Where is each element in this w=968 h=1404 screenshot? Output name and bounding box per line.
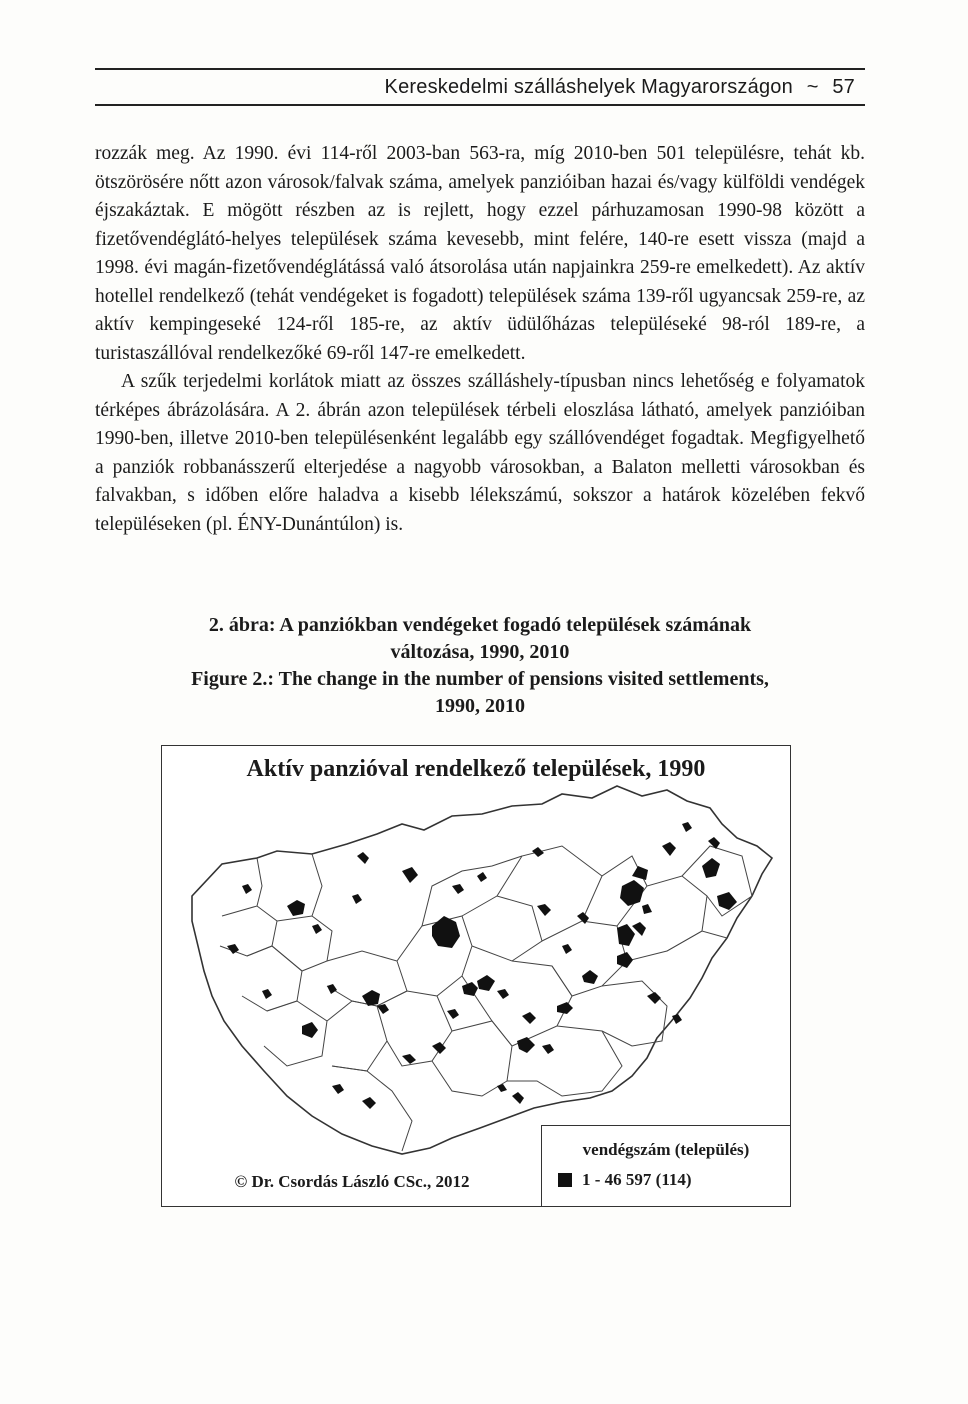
settlement-marker	[517, 1037, 535, 1053]
settlement-marker	[532, 847, 544, 857]
settlement-marker	[452, 884, 464, 894]
settlement-marker	[402, 867, 418, 883]
settlement-marker	[702, 858, 720, 878]
settlement-marker	[662, 842, 676, 856]
settlement-marker	[332, 1084, 344, 1094]
settlement-marker	[312, 924, 322, 934]
settlement-marker	[362, 1097, 376, 1109]
settlement-marker	[682, 822, 692, 832]
settlement-marker	[302, 1022, 318, 1038]
settlement-marker	[352, 894, 362, 904]
settlement-marker	[512, 1092, 524, 1104]
figure-caption	[95, 612, 865, 720]
settlement-marker	[447, 1009, 459, 1019]
settlement-marker	[582, 970, 598, 984]
settlement-marker	[477, 872, 487, 882]
map-legend	[541, 1125, 791, 1207]
paragraph-1: rozzák meg. Az 1990. évi 114-ről 2003-ban 563-ra, míg 2010-ben 501 településre, tehát kb. ötszörösére nőtt azon városok/falvak száma, amelyek panzióiban hazai és/vagy külföldi vendégek éjszakáztak. E mögött részben az is rejlett, hogy ezzel párhuzamosan 1990-98 között a fizetővendéglátó-helyes települések száma kevesebb, mint felére, 140-re esett vissza (majd a 1998. évi magán-fizetővendéglátássá való átsorolása után napjainkra 259-re emelkedett). Az aktív hotellel rendelkező (tehát vendégeket is fogadott) települések száma 139-ről ugyancsak 259-re, az aktív kempingeseké 124-ről 185-re, az aktív üdülőházas településeké 98-ról 189-re, a turistaszállóval rendelkezőké 69-ről 147-re emelkedett.	[95, 143, 865, 364]
settlement-marker	[357, 852, 369, 864]
settlement-marker	[632, 866, 648, 880]
caption-en-line-1: Figure 2.: The change in the number of pensions visited settlements,	[191, 668, 769, 690]
settlement-marker	[262, 989, 272, 999]
header-separator: ~	[806, 76, 819, 98]
caption-hu-line-1: 2. ábra: A panziókban vendégeket fogadó települések számának	[208, 614, 752, 636]
settlement-marker	[617, 952, 633, 968]
settlement-marker	[462, 982, 478, 996]
settlement-marker	[537, 904, 551, 916]
legend-entry	[558, 1170, 692, 1190]
running-title: Kereskedelmi szálláshelyek Magyarországon	[384, 76, 793, 98]
body-text	[95, 140, 865, 539]
country-outline	[192, 786, 772, 1154]
settlement-marker	[477, 975, 495, 991]
settlement-marker	[497, 989, 509, 999]
settlement-marker	[557, 1002, 573, 1014]
settlement-marker	[672, 1014, 682, 1024]
map-title: Aktív panzióval rendelkező települések, 1990	[246, 756, 706, 782]
legend-entry-label: 1 - 46 597 (114)	[582, 1170, 692, 1189]
settlement-marker	[717, 892, 737, 910]
settlement-marker	[647, 992, 661, 1004]
settlement-marker	[562, 944, 572, 954]
running-title-line	[385, 76, 855, 99]
settlement-marker	[402, 1054, 416, 1064]
settlement-marker	[432, 916, 460, 948]
settlement-marker	[542, 1044, 554, 1054]
settlement-marker	[522, 1012, 536, 1024]
caption-hu-line-2: változása, 1990, 2010	[390, 641, 570, 663]
settlement-marker	[620, 880, 644, 906]
settlement-marker	[642, 904, 652, 914]
settlement-marker	[327, 984, 337, 994]
caption-en-line-2: 1990, 2010	[435, 695, 525, 717]
settlement-markers	[227, 822, 737, 1109]
paragraph-2: A szűk terjedelmi korlátok miatt az összes szálláshely-típusban nincs lehetőség e folyamatok térképes ábrázolására. A 2. ábrán azon települések térbeli eloszlása látható, amelyek panzióiban 1990-ben, illetve 2010-ben településenként legalább egy szállóvendéget fogadtak. Megfigyelhető a panziók robbanásszerű elterjedése a nagyobb városokban, a Balaton melletti városokban és falvakban, s időben előre haladva a kisebb lélekszámú, sokszor a határok közelében fekvő településeken (pl. ÉNY-Dunántúlon) is.	[95, 371, 865, 535]
map-figure	[161, 745, 791, 1207]
settlement-marker	[497, 1084, 507, 1092]
legend-swatch	[558, 1173, 572, 1187]
settlement-marker	[617, 924, 635, 946]
legend-title: vendégszám (település)	[582, 1140, 750, 1159]
map-credit: © Dr. Csordás László CSc., 2012	[234, 1172, 470, 1191]
settlement-marker	[287, 900, 305, 916]
page-number: 57	[832, 76, 855, 98]
running-header	[95, 68, 865, 106]
settlement-marker	[242, 884, 252, 894]
